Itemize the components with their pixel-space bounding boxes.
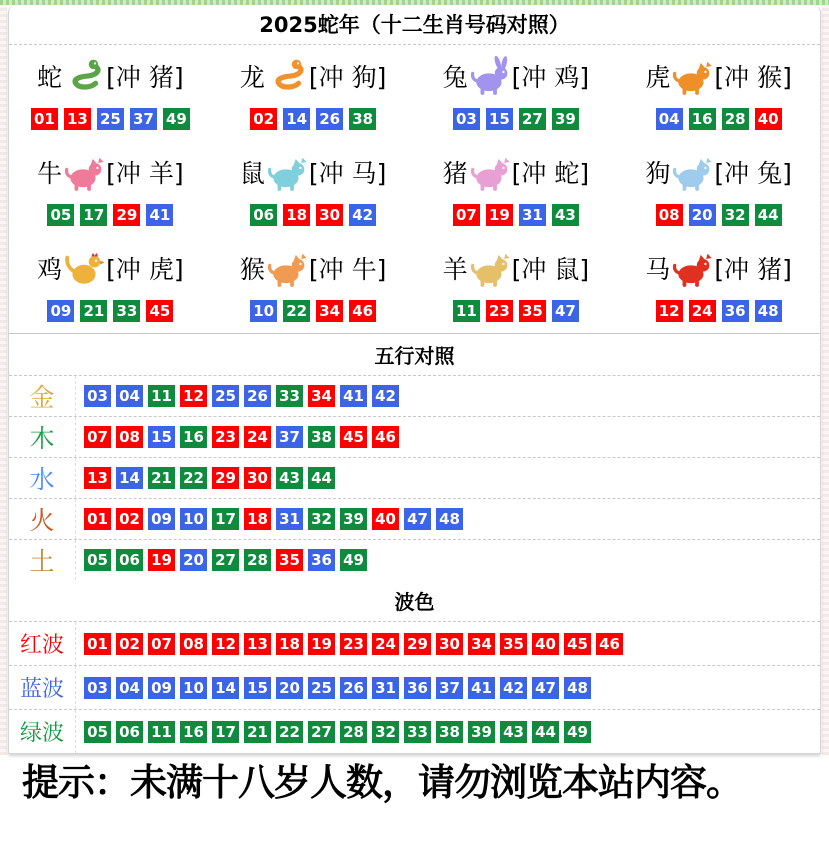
number-box: 04 [116,677,143,699]
number-box: 19 [486,204,513,226]
element-row [9,499,820,540]
number-box: 25 [212,385,239,407]
age-warning-text: 提示：未满十八岁人数，请勿浏览本站内容。 [22,761,742,804]
number-box: 03 [84,385,111,407]
number-box: 34 [468,633,495,655]
number-box: 47 [532,677,559,699]
row-label: 红波 [9,622,76,665]
number-box: 42 [372,385,399,407]
number-box: 43 [276,467,303,489]
number-box: 46 [349,300,376,322]
number-box: 27 [519,108,546,130]
number-box: 13 [84,467,111,489]
zodiac-clash-label: [冲 猴] [714,62,792,92]
number-box: 14 [283,108,310,130]
element-row [9,540,820,580]
number-box: 20 [276,677,303,699]
zodiac-numbers [653,108,785,130]
number-box: 23 [340,633,367,655]
zodiac-clash-label: [冲 虎] [106,254,184,284]
zodiac-heading [645,248,791,290]
number-box: 28 [722,108,749,130]
number-box: 25 [97,108,124,130]
number-box: 34 [316,300,343,322]
number-box: 22 [180,467,207,489]
zodiac-numbers [653,300,785,322]
row-label: 土 [9,540,76,580]
number-box: 44 [532,721,559,743]
number-box: 28 [244,549,271,571]
number-box: 39 [468,721,495,743]
number-box: 46 [372,426,399,448]
number-box: 38 [308,426,335,448]
number-box: 39 [552,108,579,130]
number-box: 23 [212,426,239,448]
number-box: 30 [316,204,343,226]
zodiac-name: 狗 [645,158,671,188]
ox-icon [63,152,105,194]
zodiac-numbers [44,300,176,322]
number-box: 05 [47,204,74,226]
number-box: 41 [340,385,367,407]
number-box: 21 [148,467,175,489]
number-box: 07 [453,204,480,226]
zodiac-heading [240,56,386,98]
number-box: 29 [113,204,140,226]
dog-icon [671,152,713,194]
number-box: 28 [340,721,367,743]
number-box: 37 [276,426,303,448]
zodiac-clash-label: [冲 猪] [714,254,792,284]
zodiac-heading [37,56,183,98]
zodiac-cell [415,237,618,333]
row-numbers [76,499,468,539]
zodiac-name: 牛 [37,158,63,188]
rabbit-icon [469,56,511,98]
number-box: 31 [276,508,303,530]
number-box: 27 [308,721,335,743]
zodiac-clash-label: [冲 鼠] [511,254,590,284]
number-box: 10 [250,300,277,322]
row-numbers [76,376,404,416]
zodiac-cell [212,45,415,141]
zodiac-cell [617,237,820,333]
rat-icon [266,152,308,194]
zodiac-name: 羊 [442,254,468,284]
number-box: 17 [212,721,239,743]
zodiac-heading [37,248,183,290]
zodiac-numbers [450,300,582,322]
number-box: 48 [436,508,463,530]
number-box: 32 [308,508,335,530]
number-box: 08 [656,204,683,226]
number-box: 22 [276,721,303,743]
number-box: 05 [84,721,111,743]
zodiac-numbers [247,204,379,226]
number-box: 16 [180,426,207,448]
zodiac-numbers [450,204,582,226]
number-box: 32 [722,204,749,226]
horse-icon [671,248,713,290]
zodiac-cell [415,45,618,141]
number-box: 26 [244,385,271,407]
number-box: 03 [84,677,111,699]
zodiac-cell [9,45,212,141]
number-box: 16 [689,108,716,130]
number-box: 30 [244,467,271,489]
row-label: 金 [9,376,76,416]
number-box: 07 [84,426,111,448]
waves-table [9,622,820,753]
zodiac-name: 猴 [239,254,265,284]
zodiac-clash-label: [冲 蛇] [511,158,590,188]
number-box: 14 [116,467,143,489]
zodiac-numbers [28,108,193,130]
rooster-icon [63,248,105,290]
number-box: 41 [146,204,173,226]
number-box: 33 [113,300,140,322]
zodiac-heading [443,152,589,194]
number-box: 02 [116,633,143,655]
wave-row [9,622,820,666]
main-panel [8,5,821,754]
number-box: 15 [486,108,513,130]
goat-icon [469,248,511,290]
zodiac-name: 鼠 [239,158,265,188]
zodiac-heading [443,56,589,98]
snake-icon [63,56,105,98]
element-row [9,376,820,417]
number-box: 11 [148,721,175,743]
number-box: 17 [80,204,107,226]
zodiac-cell [415,141,618,237]
row-numbers [76,666,596,709]
zodiac-cell [212,237,415,333]
number-box: 12 [656,300,683,322]
zodiac-cell [9,141,212,237]
number-box: 06 [250,204,277,226]
number-box: 26 [340,677,367,699]
wave-row [9,710,820,753]
number-box: 18 [276,633,303,655]
number-box: 36 [722,300,749,322]
number-box: 35 [500,633,527,655]
dragon-icon [266,56,308,98]
number-box: 06 [116,721,143,743]
number-box: 03 [453,108,480,130]
zodiac-heading [443,248,589,290]
number-box: 46 [596,633,623,655]
number-box: 42 [500,677,527,699]
zodiac-name: 虎 [645,62,671,92]
number-box: 06 [116,549,143,571]
zodiac-numbers [653,204,785,226]
zodiac-clash-label: [冲 牛] [308,254,387,284]
zodiac-name: 兔 [442,62,468,92]
number-box: 21 [80,300,107,322]
number-box: 37 [436,677,463,699]
element-row [9,417,820,458]
number-box: 02 [116,508,143,530]
zodiac-clash-label: [冲 马] [308,158,387,188]
number-box: 25 [308,677,335,699]
number-box: 43 [500,721,527,743]
zodiac-clash-label: [冲 猪] [106,62,184,92]
number-box: 11 [148,385,175,407]
number-box: 44 [755,204,782,226]
number-box: 32 [372,721,399,743]
number-box: 45 [564,633,591,655]
number-box: 05 [84,549,111,571]
number-box: 04 [116,385,143,407]
number-box: 20 [689,204,716,226]
zodiac-cell [9,237,212,333]
number-box: 04 [656,108,683,130]
row-numbers [76,458,340,498]
zodiac-clash-label: [冲 羊] [106,158,184,188]
number-box: 31 [372,677,399,699]
number-box: 45 [340,426,367,448]
zodiac-name: 龙 [239,62,265,92]
number-box: 40 [372,508,399,530]
monkey-icon [266,248,308,290]
zodiac-heading [645,56,791,98]
number-box: 29 [404,633,431,655]
number-box: 36 [308,549,335,571]
number-box: 09 [47,300,74,322]
number-box: 09 [148,508,175,530]
number-box: 48 [755,300,782,322]
number-box: 12 [180,385,207,407]
page-edge-left [0,5,7,755]
row-label: 水 [9,458,76,498]
number-box: 22 [283,300,310,322]
number-box: 35 [276,549,303,571]
number-box: 19 [148,549,175,571]
zodiac-name: 鸡 [37,254,63,284]
number-box: 41 [468,677,495,699]
number-box: 24 [244,426,271,448]
number-box: 21 [244,721,271,743]
number-box: 18 [244,508,271,530]
zodiac-clash-label: [冲 鸡] [511,62,590,92]
page-title: 2025蛇年（十二生肖号码对照） [9,5,820,45]
number-box: 29 [212,467,239,489]
number-box: 17 [212,508,239,530]
row-label: 火 [9,499,76,539]
number-box: 24 [689,300,716,322]
zodiac-numbers [44,204,176,226]
number-box: 34 [308,385,335,407]
number-box: 36 [404,677,431,699]
number-box: 01 [84,633,111,655]
zodiac-heading [645,152,791,194]
row-label: 木 [9,417,76,457]
number-box: 15 [244,677,271,699]
number-box: 07 [148,633,175,655]
number-box: 49 [163,108,190,130]
waves-section-title: 波色 [9,580,820,622]
number-box: 24 [372,633,399,655]
number-box: 09 [148,677,175,699]
zodiac-numbers [247,300,379,322]
number-box: 19 [308,633,335,655]
number-box: 08 [116,426,143,448]
row-label: 蓝波 [9,666,76,709]
number-box: 47 [552,300,579,322]
elements-table [9,376,820,580]
number-box: 13 [64,108,91,130]
number-box: 45 [146,300,173,322]
zodiac-heading [240,248,386,290]
number-box: 10 [180,508,207,530]
wave-row [9,666,820,710]
element-row [9,458,820,499]
number-box: 01 [31,108,58,130]
number-box: 10 [180,677,207,699]
elements-section-title: 五行对照 [9,334,820,376]
zodiac-cell [212,141,415,237]
number-box: 18 [283,204,310,226]
row-numbers [76,417,404,457]
number-box: 16 [180,721,207,743]
row-numbers [76,540,372,580]
number-box: 39 [340,508,367,530]
number-box: 43 [552,204,579,226]
number-box: 20 [180,549,207,571]
pig-icon [469,152,511,194]
number-box: 11 [453,300,480,322]
number-box: 42 [349,204,376,226]
number-box: 02 [250,108,277,130]
zodiac-numbers [247,108,379,130]
number-box: 12 [212,633,239,655]
number-box: 26 [316,108,343,130]
zodiac-clash-label: [冲 狗] [308,62,387,92]
number-box: 35 [519,300,546,322]
number-box: 13 [244,633,271,655]
row-numbers [76,710,596,753]
number-box: 30 [436,633,463,655]
zodiac-grid [9,45,820,334]
number-box: 40 [532,633,559,655]
number-box: 01 [84,508,111,530]
zodiac-name: 蛇 [37,62,63,92]
number-box: 14 [212,677,239,699]
number-box: 08 [180,633,207,655]
number-box: 38 [436,721,463,743]
number-box: 37 [130,108,157,130]
zodiac-name: 马 [645,254,671,284]
zodiac-cell [617,45,820,141]
page-edge-right [822,5,829,755]
number-box: 40 [755,108,782,130]
number-box: 47 [404,508,431,530]
number-box: 15 [148,426,175,448]
zodiac-numbers [450,108,582,130]
number-box: 49 [340,549,367,571]
zodiac-heading [240,152,386,194]
number-box: 23 [486,300,513,322]
zodiac-clash-label: [冲 兔] [714,158,792,188]
number-box: 44 [308,467,335,489]
number-box: 48 [564,677,591,699]
number-box: 33 [276,385,303,407]
number-box: 33 [404,721,431,743]
number-box: 38 [349,108,376,130]
zodiac-cell [617,141,820,237]
zodiac-heading [37,152,183,194]
tiger-icon [671,56,713,98]
number-box: 31 [519,204,546,226]
row-numbers [76,622,628,665]
number-box: 49 [564,721,591,743]
zodiac-name: 猪 [442,158,468,188]
row-label: 绿波 [9,710,76,753]
number-box: 27 [212,549,239,571]
